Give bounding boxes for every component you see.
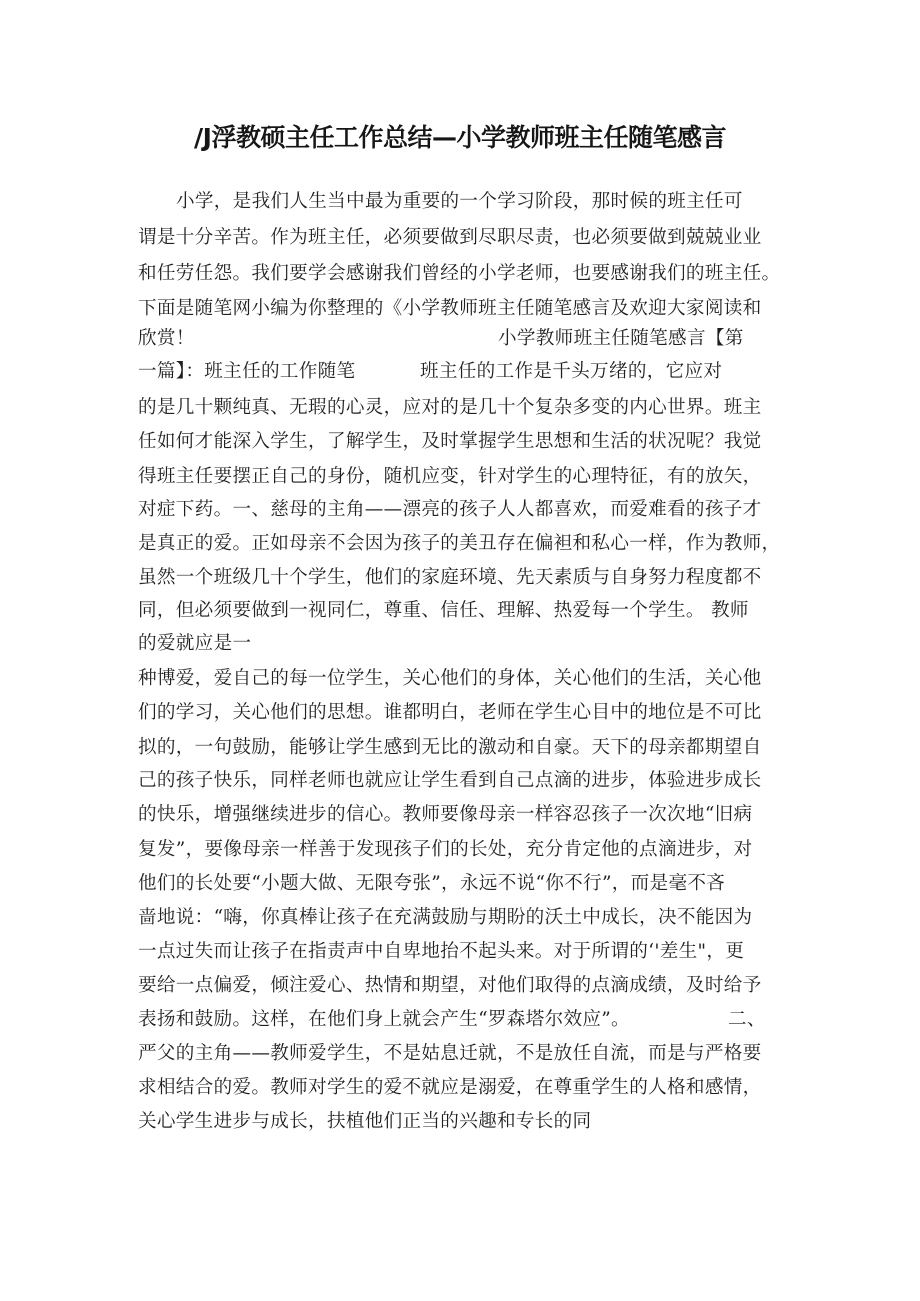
text-line: 己的孩子快乐，同样老师也就应让学生看到自己点滴的进步，体验进步成长 bbox=[138, 770, 762, 791]
text-line: 求相结合的爱。教师对学生的爱不就应是溺爱，在尊重学生的人格和感情， bbox=[138, 1077, 762, 1098]
text-line: 欣赏！ bbox=[138, 328, 195, 349]
text-line: 的爱就应是一 bbox=[138, 633, 252, 654]
section-marker: 二、 bbox=[728, 1009, 766, 1030]
text-line: 一点过失而让孩子在指责声中自卑地抬不起头来。对于所谓的‘'差生"，更 bbox=[138, 941, 745, 962]
text-line: 关心学生进步与成长，扶植他们正当的兴趣和专长的同 bbox=[138, 1111, 592, 1132]
text-line: 的快乐，增强继续进步的信心。教师要像母亲一样容忍孩子一次次地“旧病 bbox=[138, 804, 753, 825]
text-line: 是真正的爱。正如母亲不会因为孩子的美丑存在偏袒和私心一样，作为教师， bbox=[138, 533, 781, 554]
text-line: 小学，是我们人生当中最为重要的一个学习阶段，那时候的班主任可 bbox=[176, 191, 743, 212]
text-line: 谓是十分辛苦。作为班主任，必须要做到尽职尽责，也必须要做到兢兢业业 bbox=[138, 227, 762, 248]
text-line: 同，但必须要做到一视同仁，尊重、信任、理解、热爱每一个学生。 教师 bbox=[138, 600, 749, 621]
text-line: 虽然一个班级几十个学生，他们的家庭环境、先天素质与自身努力程度都不 bbox=[138, 567, 762, 588]
text-line: 他们的长处要“小题大做、无限夸张”，永远不说“你不行”，而是毫不吝 bbox=[138, 873, 726, 894]
text-line: 们的学习，关心他们的思想。谁都明白，老师在学生心目中的地位是不可比 bbox=[138, 702, 762, 723]
text-line: 要给一点偏爱，倾注爱心、热情和期望，对他们取得的点滴成绩，及时给予 bbox=[138, 975, 762, 996]
text-line: 严父的主角——教师爱学生，不是姑息迁就，不是放任自流，而是与严格要 bbox=[138, 1043, 762, 1064]
text-line: 得班主任要摆正自己的身份，随机应变，针对学生的心理特征，有的放矢， bbox=[138, 466, 762, 487]
text-line: 任如何才能深入学生，了解学生，及时掌握学生思想和生活的状况呢？我觉 bbox=[138, 431, 762, 452]
section-heading-part: 一篇】：班主任的工作随笔 bbox=[138, 361, 356, 382]
text-line: 班主任的工作是千头万绪的，它应对 bbox=[420, 361, 723, 382]
text-line: 对症下药。一、慈母的主角——漂亮的孩子人人都喜欢，而爱难看的孩子才 bbox=[138, 499, 762, 520]
text-line: 下面是随笔网小编为你整理的《小学教师班主任随笔感言及欢迎大家阅读和 bbox=[138, 298, 762, 319]
text-line: 拟的，一句鼓励，能够让学生感到无比的激动和自豪。天下的母亲都期望自 bbox=[138, 737, 762, 758]
text-line: 复发”，要像母亲一样善于发现孩子们的长处，充分肯定他的点滴进步，对 bbox=[138, 839, 753, 860]
text-line: 啬地说：“嗨，你真棒让孩子在充满鼓励与期盼的沃土中成长，决不能因为 bbox=[138, 907, 753, 928]
text-line: 表扬和鼓励。这样，在他们身上就会产生“罗森塔尔效应”。 bbox=[138, 1009, 630, 1030]
text-line: 种博爱，爱自己的每一位学生，关心他们的身体，关心他们的生活，关心他 bbox=[138, 668, 762, 689]
text-line: 的是几十颗纯真、无瑕的心灵，应对的是几十个复杂多变的内心世界。班主 bbox=[138, 397, 762, 418]
section-heading-part: 小学教师班主任随笔感言【第 bbox=[498, 328, 744, 349]
document-title: /J浮教硕主任工作总结—小学教师班主任随笔感言 bbox=[194, 123, 726, 152]
text-line: 和任劳任怨。我们要学会感谢我们曾经的小学老师，也要感谢我们的班主任。 bbox=[138, 263, 781, 284]
